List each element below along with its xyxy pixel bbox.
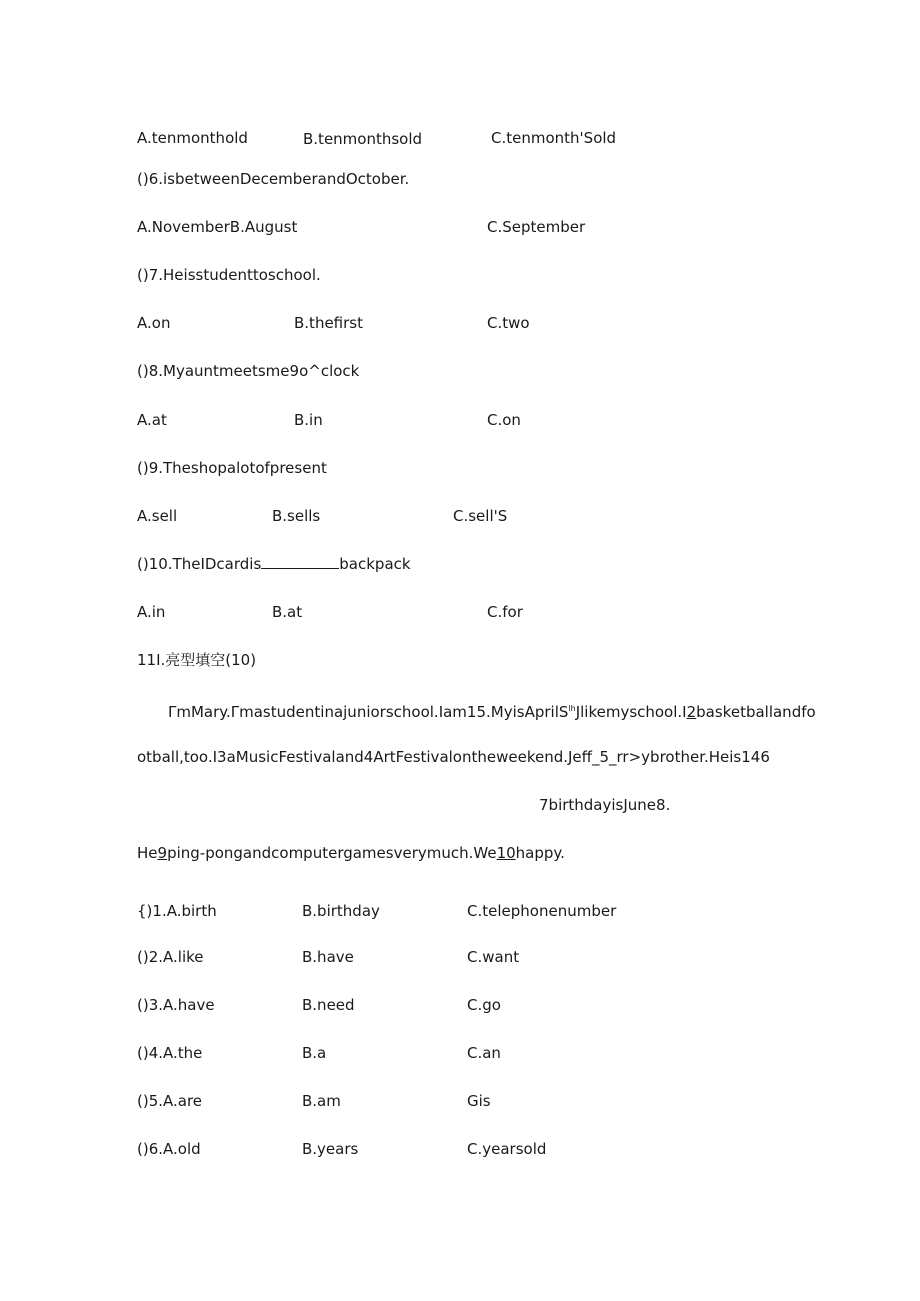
passage-line-1 <box>168 699 816 722</box>
q8-option-b: B.in <box>294 411 323 429</box>
cloze-1-option-c: C.telephonenumber <box>467 902 617 920</box>
cloze-3-option-b: B.need <box>302 996 355 1014</box>
cloze-5-option-a: ()5.A.are <box>137 1092 203 1110</box>
passage-l1-sup: lh <box>568 704 576 713</box>
q5-option-b: B.tenmonthsold <box>303 130 423 148</box>
q6-stem: ()6.isbetweenDecemberandOctober. <box>137 170 410 188</box>
cloze-3-option-c: C.go <box>467 996 501 1014</box>
passage-l4-blank-10: 10 <box>496 844 516 862</box>
q5-option-c: C.tenmonth'Sold <box>491 129 617 147</box>
q9-option-a: A.sell <box>137 507 178 525</box>
q7-option-c: C.two <box>487 314 530 332</box>
q8-option-a: A.at <box>137 411 167 429</box>
passage-l1-blank-number: 2 <box>686 703 697 721</box>
q10-answer-blank <box>261 554 339 569</box>
q5-option-a: A.tenmonthold <box>137 129 248 147</box>
cloze-4-option-a: ()4.A.the <box>137 1044 203 1062</box>
q10-stem-before: ()10.TheIDcardis <box>137 555 262 573</box>
passage-l4-a: He <box>137 844 158 862</box>
passage-l4-blank-9: 9 <box>157 844 168 862</box>
q6-option-c: C.September <box>487 218 586 236</box>
cloze-6-option-c: C.yearsold <box>467 1140 547 1158</box>
cloze-6-option-a: ()6.A.old <box>137 1140 201 1158</box>
q10-option-a: A.in <box>137 603 166 621</box>
passage-line-4 <box>137 843 565 863</box>
q10-stem <box>137 554 411 574</box>
passage-l1-b: Jlikemyschool.I <box>575 703 687 721</box>
passage-line-3: 7birthdayisJune8. <box>539 796 671 814</box>
section-heading: 11I.亮型填空(10) <box>137 651 257 669</box>
q6-option-ab: A.NovemberB.August <box>137 218 298 236</box>
q9-option-c: C.sell'S <box>453 507 508 525</box>
q10-stem-after: backpack <box>339 555 411 573</box>
q8-option-c: C.on <box>487 411 521 429</box>
passage-line-2: otball,too.I3aMusicFestivaland4ArtFestivalontheweekend.Jeff_5_rr>ybrother.Heis146 <box>137 748 770 766</box>
q7-option-a: A.on <box>137 314 171 332</box>
passage-l1-a: ΓmMary.Γmastudentinajuniorschool.Iam15.MyisAprilS <box>168 703 569 721</box>
q9-stem: ()9.Theshopalotofpresent <box>137 459 327 477</box>
q8-stem: ()8.Myauntmeetsme9o^clock <box>137 362 360 380</box>
cloze-4-option-c: C.an <box>467 1044 501 1062</box>
cloze-1-option-a: {)1.A.birth <box>137 902 217 920</box>
q7-stem: ()7.Heisstudenttoschool. <box>137 266 321 284</box>
cloze-1-option-b: B.birthday <box>302 902 380 920</box>
q7-option-b: B.thefirst <box>294 314 363 332</box>
cloze-5-option-c: Gis <box>467 1092 491 1110</box>
q9-option-b: B.sells <box>272 507 321 525</box>
cloze-4-option-b: B.a <box>302 1044 327 1062</box>
passage-l1-c: basketballandfo <box>696 703 816 721</box>
cloze-2-option-c: C.want <box>467 948 520 966</box>
passage-l4-b: ping-pongandcomputergamesverymuch.We <box>167 844 497 862</box>
q10-option-b: B.at <box>272 603 303 621</box>
cloze-2-option-b: B.have <box>302 948 354 966</box>
q10-option-c: C.for <box>487 603 523 621</box>
cloze-3-option-a: ()3.A.have <box>137 996 215 1014</box>
cloze-2-option-a: ()2.A.like <box>137 948 204 966</box>
cloze-5-option-b: B.am <box>302 1092 341 1110</box>
cloze-6-option-b: B.years <box>302 1140 359 1158</box>
passage-l4-c: happy. <box>515 844 565 862</box>
